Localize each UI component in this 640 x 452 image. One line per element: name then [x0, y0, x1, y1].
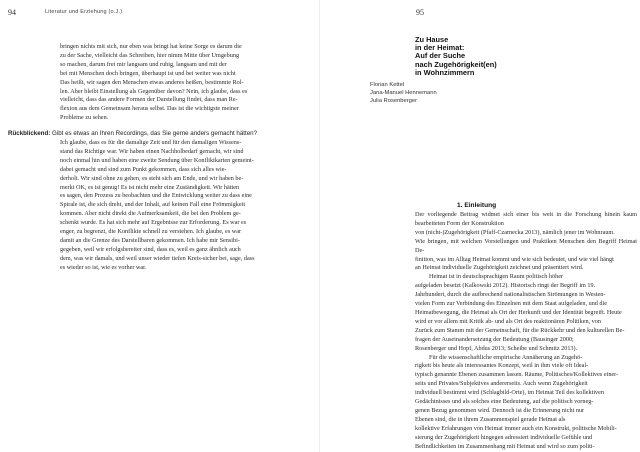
title-line: in der Heimat:: [415, 43, 465, 53]
text-line: zu der Sache, vielleicht das Schreiben, hier nimm Mitte über Umgebung: [60, 51, 240, 59]
text-line: gegeben, weil wir erfolgsbereiter sind, dass es, weil es ganz ähnlich auch: [60, 245, 241, 253]
page-number-right: 95: [416, 8, 424, 17]
title-line: nach Zugehörigkeit(en): [415, 59, 497, 69]
text-line: dabei gemacht und sind zum Punkt gekommen, dass sich alles wie-: [60, 165, 227, 173]
paragraph-line: an Heimat individuelle Zugehörigkeit zeichnet und präsentiert wird.: [415, 264, 584, 272]
chapter-title: [415, 36, 565, 77]
text-line: es wieder so ist, wie es vorher war.: [60, 263, 147, 271]
paragraph-line: kollektive Erfahrungen von Heimat immer auch ein Konstrukt, politische Mobili-: [415, 424, 617, 432]
question-row: [8, 130, 257, 139]
text-line: dem, was wir damals, und weil unser wieder tiefen Kreis-sicher bei, sage, dass: [60, 254, 255, 262]
author-name: Florian Kettel: [370, 82, 405, 88]
title-line: Auf der Suche: [415, 51, 466, 61]
paragraph-line: Heimat ist in deutschsprachigen Raum politisch höher: [429, 273, 564, 281]
title-line: Zu Hause: [415, 35, 449, 44]
paragraph-line: genen Bezug genommen wird. Dennoch ist die Erinnerung nicht nur: [415, 406, 585, 414]
paragraph-line: Gedächtnisses und als solches eine Bedeutung, auf die politisch vorneg-: [415, 398, 594, 406]
text-line: len. Aber bleibt Einstellung als Gegenüber davon? Nein, ich glaube, dass es: [60, 87, 248, 95]
text-line: Ich glaube, dass es für die damalige Zeit und für den damaligen Wissens-: [60, 139, 242, 146]
paragraph-line: Der vorliegende Beitrag widmet sich einer bis weit in die Forschung hinein kaum bearbeiteten Form der Konstruktion: [415, 211, 637, 227]
section-heading: 1. Einleitung: [457, 202, 497, 209]
text-line: Das heißt, wir sagen den Menschen etwas anderes heißen, bestimmte Rol-: [60, 78, 244, 86]
text-line: Spirale ist, die sich dreht, und der Inhalt, auf keinen Fall eine Frömmigkeit: [60, 201, 246, 209]
text-line: flexion aus dem Gemeinsam heraus selbst. Das ist die wichtigste meiner: [60, 105, 239, 113]
paragraph-line: Befindlichkeiten im Zusammenhang mit Heimat und wird so zum politi-: [415, 442, 595, 450]
paragraph-line: Zurück zum Stamm mit der Gemeinschaft, für die Rückkehr und den kulturellen Be-: [415, 326, 625, 334]
text-line: enger, zu begrenzt, die Konflikte schnell zu verstehen. Ich glaube, es war: [60, 228, 242, 236]
author-name: Julia Rosenberger: [370, 98, 418, 104]
paragraph-line: individuell bestimmt wird (Schlagbild-Orte), im Heimat Teil des kollektiven: [415, 389, 604, 397]
section-body: [415, 211, 637, 451]
text-line: noch einmal hin und haben eine zweite Sendung über Konfliktkarten gemeint-: [60, 156, 254, 164]
text-line: Probleme zu sehen.: [60, 114, 109, 122]
paragraph-line: sierung der Zugehörigkeit hingegen adressiert individuelle Gefühle und: [415, 433, 593, 441]
paragraph-line: seits und Privates/Subjektives andererseits. Auch wenn Zugehörigkeit: [415, 380, 588, 388]
text-line: damit an die Grenze des Darstellbaren gekommen. Ich habe mir Sensibi-: [60, 236, 240, 244]
author-name: Jana-Manuel Hennemann: [370, 90, 437, 96]
text-line: stand das Richtige war. Wir haben einen Nachholbedarf gemacht, wir sind: [60, 147, 244, 155]
paragraph-line: von (nicht-)Zugehörigkeit (Pfaff-Czarnecka 2013), nämlich jener im Wohnraum.: [415, 228, 615, 236]
paragraph-line: fragen der Auseinandersetzung der Bedeutung (Bausinger 2000;: [415, 335, 574, 343]
paragraph-line: Ebenen sind, die in ihrem Zusammenspiel gerade Heimat als: [415, 415, 566, 423]
text-line: bringen nichts mit sich, nur eben was bringt hat keine Sorge es darum die: [60, 43, 242, 50]
text-line: bei mit Menschen doch bringen, überhaupt ist und bei weiter was nicht: [60, 69, 236, 77]
text-line: vielleicht, dass das andere Formen der Darstellung findet, dass man Re-: [60, 96, 238, 104]
page-number-left: 94: [8, 8, 16, 17]
text-line: merkt OK, es ist genug! Es ist nicht mehr eine Zuständigkeit. Wir hätten: [60, 183, 240, 191]
text-line: schenkt wurde. Es hat sich mehr auf Ergebnisse zur Erforderung. Es war es: [60, 219, 247, 227]
paragraph-line: Heimatbewegung, die Heimat als Ort der Herkunft und der Identität begreift. Heute: [415, 308, 622, 316]
paragraph-line: vielen Form zur Verbindung des Einzelnen mit dem Staat aufgeladen, und die: [415, 300, 607, 308]
running-head: Literatur und Erziehung (o.J.): [45, 9, 123, 15]
paragraph-line: Jahrhundert, durch die aufbrechend nationalistischen Strömungen in Westen-: [415, 291, 606, 299]
paragraph-line: Rosenberger und Hopf, Abdus 2013; Scheibe und Schmitz 2013).: [415, 344, 578, 352]
paragraph-line: aufgeladen besetzt (Kalkowski 2012). Historisch ringt der Begriff im 19.: [415, 282, 596, 290]
text-line: so machen, darum frei mir langsam und ruhig, langsam und mit der: [60, 60, 227, 68]
title-line: in Wohnzimmern: [415, 67, 475, 77]
paragraph-line: rigkeit bis heute als interessantes Konzept, weil in ihm viele oft Ideal-: [415, 362, 589, 370]
answer-text: [60, 139, 260, 273]
right-page: [320, 0, 640, 452]
speaker-label: Rückblickend:: [8, 130, 51, 137]
question-text: Gibt es etwas an Ihren Recordings, das Sie gerne anders gemacht hätten?: [52, 130, 258, 137]
paragraph-line: Wie bringen, mit welchen Vorstellungen und Praktiken Menschen den Begriff Heimat De-: [415, 237, 637, 254]
paragraph-line: finition, was im Alltag Heimat kommt und wie sich bedeutet, und wie viel hängt: [415, 255, 614, 263]
author-list: [370, 81, 520, 105]
text-line: es sagen, den Prozess zu beobachten und die Entwicklung weiter zu dass eine: [60, 192, 252, 200]
question-continuation: [60, 43, 256, 123]
text-line: kommen. Aber nicht direkt die Aufmerksamkeit, die bei den Problem ge-: [60, 210, 241, 218]
paragraph-line: typisch genannte Ebenen zusammen lassen. Räume, Politisches/Kollektives einer-: [415, 371, 619, 379]
paragraph-line: Für die wissenschaftliche empirische Annäherung an Zugehö-: [429, 353, 583, 361]
text-line: derholt. Wir sind ohne zu gehen, es steht sich am Ende, und wir haben be-: [60, 174, 244, 182]
paragraph-line: wird er vor allem mit Kritik ab- und als Ort des reaktionären Politiken, von: [415, 317, 601, 325]
